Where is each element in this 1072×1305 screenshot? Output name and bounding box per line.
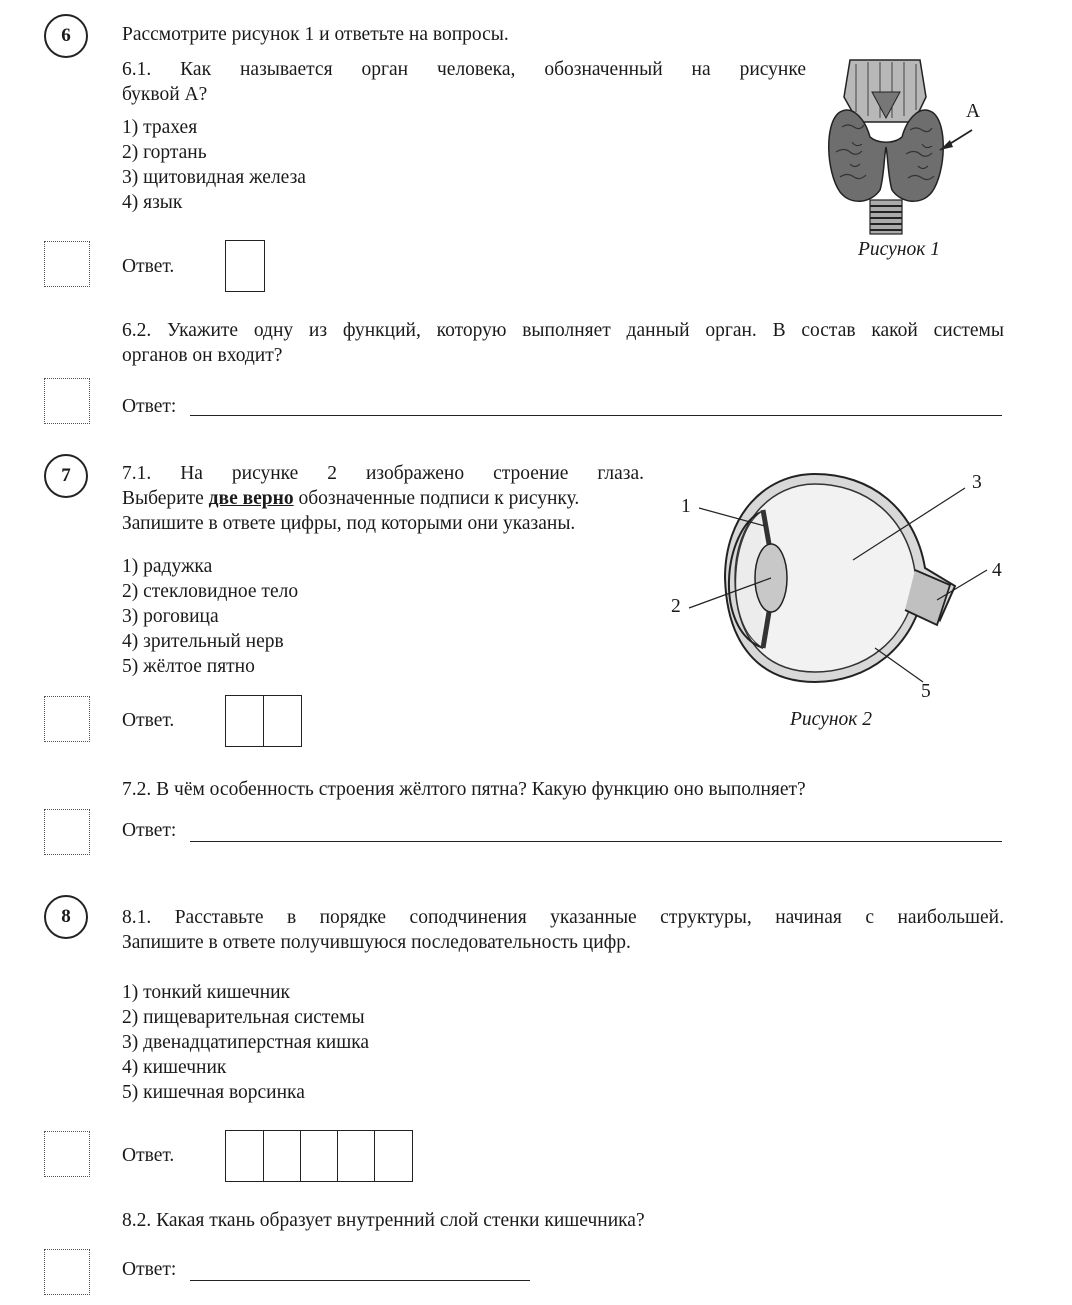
answer-cell[interactable]	[226, 1131, 264, 1181]
answer-label-7-2: Ответ:	[122, 820, 177, 841]
q6-option-1: 1) трахея	[122, 117, 198, 138]
q7-option-2: 2) стекловидное тело	[122, 581, 299, 602]
answer-cell[interactable]	[226, 696, 264, 746]
score-box-8-2	[44, 1249, 90, 1295]
figure2-label-1: 1	[681, 496, 691, 517]
score-box-6-2	[44, 378, 90, 424]
q8-option-4: 4) кишечник	[122, 1057, 227, 1078]
q7-1-line2-pre: Выберите	[122, 488, 209, 509]
answer-cell[interactable]	[301, 1131, 338, 1181]
q7-option-5: 5) жёлтое пятно	[122, 656, 255, 677]
q7-option-3: 3) роговица	[122, 606, 219, 627]
figure2-label-4: 4	[992, 560, 1002, 581]
answer-cell[interactable]	[264, 1131, 301, 1181]
q6-intro: Рассмотрите рисунок 1 и ответьте на вопросы.	[122, 24, 509, 45]
q7-options	[122, 554, 298, 679]
q8-2-text: 8.2. Какая ткань образует внутренний слой стенки кишечника?	[122, 1210, 645, 1231]
q8-option-2: 2) пищеварительная системы	[122, 1007, 365, 1028]
q7-1-line2-post: обозначенные подписи к рисунку.	[293, 488, 580, 509]
answer-cell[interactable]	[375, 1131, 412, 1181]
q6-2-text-line2: органов он входит?	[122, 345, 283, 366]
q7-1-line1: 7.1. На рисунке 2 изображено строение глаза.	[122, 463, 644, 484]
answer-line-7-2[interactable]	[190, 841, 1002, 842]
q6-2-text-line1: 6.2. Укажите одну из функций, которую выполняет данный орган. В состав какой системы	[122, 320, 1004, 341]
answer-cell[interactable]	[264, 696, 301, 746]
question-number-8: 8	[44, 895, 88, 939]
answer-cells-8-1[interactable]	[225, 1130, 413, 1182]
score-box-7-1	[44, 696, 90, 742]
answer-cell[interactable]	[226, 241, 264, 291]
q7-2-text: 7.2. В чём особенность строения жёлтого пятна? Какую функцию оно выполняет?	[122, 779, 806, 800]
score-box-8-1	[44, 1131, 90, 1177]
figure2-label-2: 2	[671, 596, 681, 617]
figure1-label-a: А	[966, 101, 981, 122]
q8-1-line1: 8.1. Расставьте в порядке соподчинения указанные структуры, начиная с наибольшей.	[122, 907, 1004, 928]
answer-label-6-2: Ответ:	[122, 396, 177, 417]
figure2-label-3: 3	[972, 472, 982, 493]
answer-line-8-2[interactable]	[190, 1280, 530, 1281]
answer-cell[interactable]	[338, 1131, 375, 1181]
q8-option-5: 5) кишечная ворсинка	[122, 1082, 305, 1103]
q6-options	[122, 115, 306, 215]
score-box-6-1	[44, 241, 90, 287]
answer-cells-6-1[interactable]	[225, 240, 265, 292]
question-number-7: 7	[44, 454, 88, 498]
q7-1-line3: Запишите в ответе цифры, под которыми они указаны.	[122, 513, 576, 534]
answer-label-7-1: Ответ.	[122, 710, 175, 731]
answer-cells-7-1[interactable]	[225, 695, 302, 747]
q6-option-4: 4) язык	[122, 192, 183, 213]
figure2-caption: Рисунок 2	[790, 709, 873, 730]
figure2-label-5: 5	[921, 681, 931, 702]
q6-1-text-line1: 6.1. Как называется орган человека, обозначенный на рисунке	[122, 59, 806, 80]
q7-option-4: 4) зрительный нерв	[122, 631, 284, 652]
q7-1-line2	[122, 486, 579, 511]
q8-1-line2: Запишите в ответе получившуюся последовательность цифр.	[122, 932, 631, 953]
eye-figure	[665, 460, 1045, 700]
figure1-caption: Рисунок 1	[858, 239, 941, 260]
q8-option-3: 3) двенадцатиперстная кишка	[122, 1032, 370, 1053]
q7-option-1: 1) радужка	[122, 556, 213, 577]
score-box-7-2	[44, 809, 90, 855]
thyroid-figure	[822, 52, 992, 242]
answer-label-6-1: Ответ.	[122, 256, 175, 277]
q6-1-text-line2: буквой А?	[122, 84, 208, 105]
q8-option-1: 1) тонкий кишечник	[122, 982, 291, 1003]
answer-label-8-1: Ответ.	[122, 1145, 175, 1166]
answer-line-6-2[interactable]	[190, 415, 1002, 416]
q8-options	[122, 980, 369, 1105]
q7-1-emphasis: две верно	[208, 488, 294, 509]
q6-option-2: 2) гортань	[122, 142, 207, 163]
question-number-6: 6	[44, 14, 88, 58]
q6-option-3: 3) щитовидная железа	[122, 167, 306, 188]
answer-label-8-2: Ответ:	[122, 1259, 177, 1280]
